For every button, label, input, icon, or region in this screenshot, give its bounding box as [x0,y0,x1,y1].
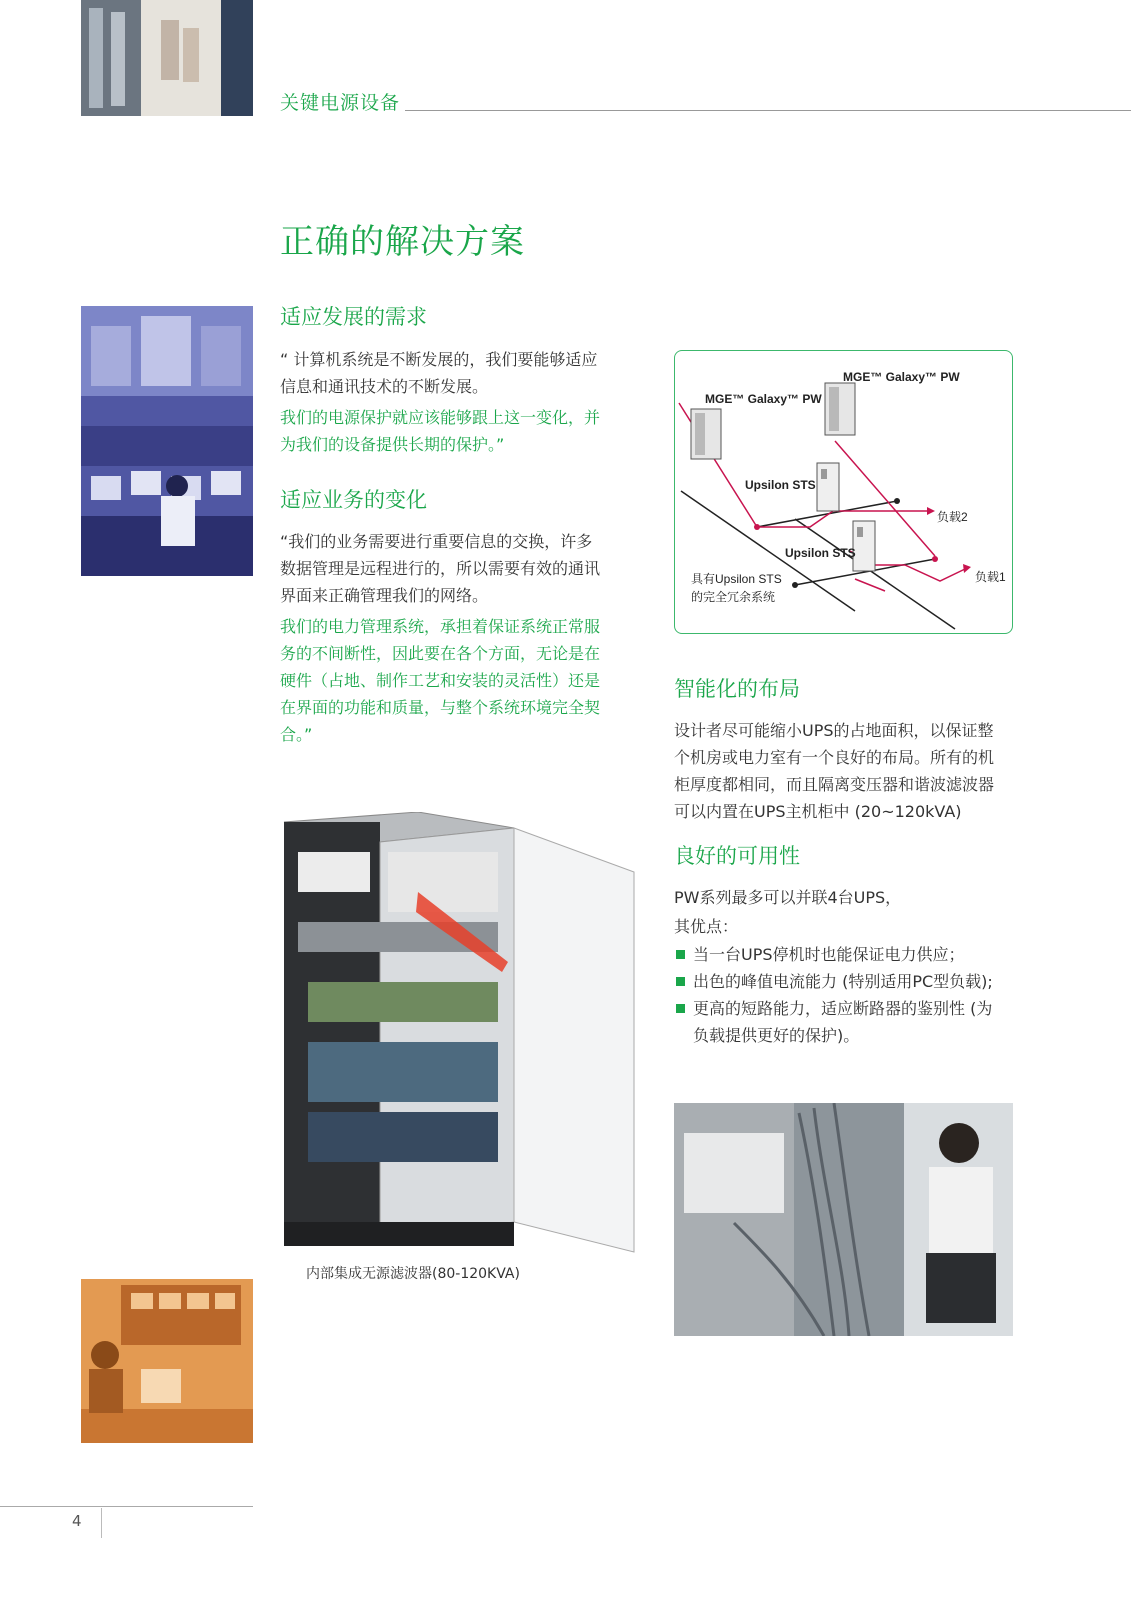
ups-cabinet-right [825,383,855,435]
junction-dot [894,498,900,504]
availability-intro: PW系列最多可以并联4台UPS， [674,888,902,907]
business-answer-line: 在界面的功能和质量，与整个系统环境完全契 [280,698,601,717]
footer-divider [0,1506,253,1507]
list-item [676,968,1036,995]
bullet-text: 更高的短路能力，适应断路器的鉴别性 (为 [693,999,993,1018]
bullet-text: 负载提供更好的保护)。 [693,1026,860,1045]
business-answer-line: 合。” [280,725,313,744]
section-title-business: 适应业务的变化 [280,488,427,512]
section-title-layout: 智能化的布局 [674,677,800,701]
layout-line: 设计者尽可能缩小UPS的占地面积，以保证整 [674,721,994,740]
section-header-title: 关键电源设备 [280,92,401,114]
load2-label: 负载2 [937,510,968,524]
list-item [676,941,1036,968]
business-answer-line: 我们的电力管理系统，承担着保证系统正常服 [280,617,601,636]
ups-cabinet-left [691,409,721,459]
technician-photo [674,1103,1013,1336]
load2-arrow-icon [927,507,935,515]
sts-cabinet-lower [853,521,875,571]
business-quote-line: 数据管理是远程进行的，所以需要有效的通讯 [280,559,601,578]
business-quote [280,528,640,609]
layout-line: 柜厚度都相同，而且隔离变压器和谐波滤波器 [674,775,995,794]
bullet-square-icon [676,950,685,959]
control-room-orange-photo [81,1279,253,1443]
section-title-needs: 适应发展的需求 [280,305,427,329]
bullet-text: 当一台UPS停机时也能保证电力供应； [693,945,965,964]
business-quote-line: “我们的业务需要进行重要信息的交换，许多 [280,532,593,551]
control-room-blue-photo [81,306,253,576]
system-label-line: 的完全冗余系统 [691,590,776,604]
layout-line: 可以内置在UPS主机柜中 (20~120kVA) [674,802,962,821]
ups1-label: MGE™ Galaxy™ PW [705,392,822,406]
load1-label: 负载1 [975,570,1006,584]
layout-text [674,717,1034,825]
header-divider [405,110,1131,111]
junction-dot [754,524,760,530]
needs-quote-line: “ 计算机系统是不断发展的，我们要能够适应 [280,350,598,369]
footer-separator [101,1508,102,1538]
junction-dot [932,556,938,562]
ups2-label: MGE™ Galaxy™ PW [843,370,960,384]
page-title: 正确的解决方案 [280,222,525,262]
page-number: 4 [72,1512,82,1530]
sts2-label: Upsilon STS [785,546,856,560]
bullet-text: 出色的峰值电流能力 (特别适用PC型负载); [693,972,993,991]
datacenter-corridor-photo [81,0,253,116]
business-quote-line: 界面来正确管理我们的网络。 [280,586,489,605]
needs-quote-line: 信息和通讯技术的不断发展。 [280,377,489,396]
cabinet-caption: 内部集成无源滤波器(80-120KVA) [306,1266,520,1282]
business-answer-line: 硬件（占地、制作工艺和安装的灵活性）还是 [280,671,601,690]
system-label-line: 具有Upsilon STS [691,572,782,586]
junction-dot [792,582,798,588]
list-item [676,995,1036,1049]
layout-line: 个机房或电力室有一个良好的布局。所有的机 [674,748,995,767]
needs-answer-line: 为我们的设备提供长期的保护。” [280,435,505,454]
advantages-label: 其优点： [674,917,739,936]
needs-quote [280,346,640,400]
business-answer-line: 务的不间断性，因此要在各个方面，无论是在 [280,644,601,663]
ups-cabinet-cutaway-image [278,812,644,1262]
sts-cabinet-upper [817,463,839,511]
needs-answer [280,404,640,458]
section-title-availability: 良好的可用性 [674,844,800,868]
sts1-label: Upsilon STS [745,478,816,492]
business-answer [280,613,640,748]
bullet-square-icon [676,977,685,986]
bullet-square-icon [676,1004,685,1013]
needs-answer-line: 我们的电源保护就应该能够跟上这一变化，并 [280,408,601,427]
load1-arrow-icon [963,564,971,573]
advantages-list [676,941,1036,1049]
redundancy-diagram [674,350,1013,634]
